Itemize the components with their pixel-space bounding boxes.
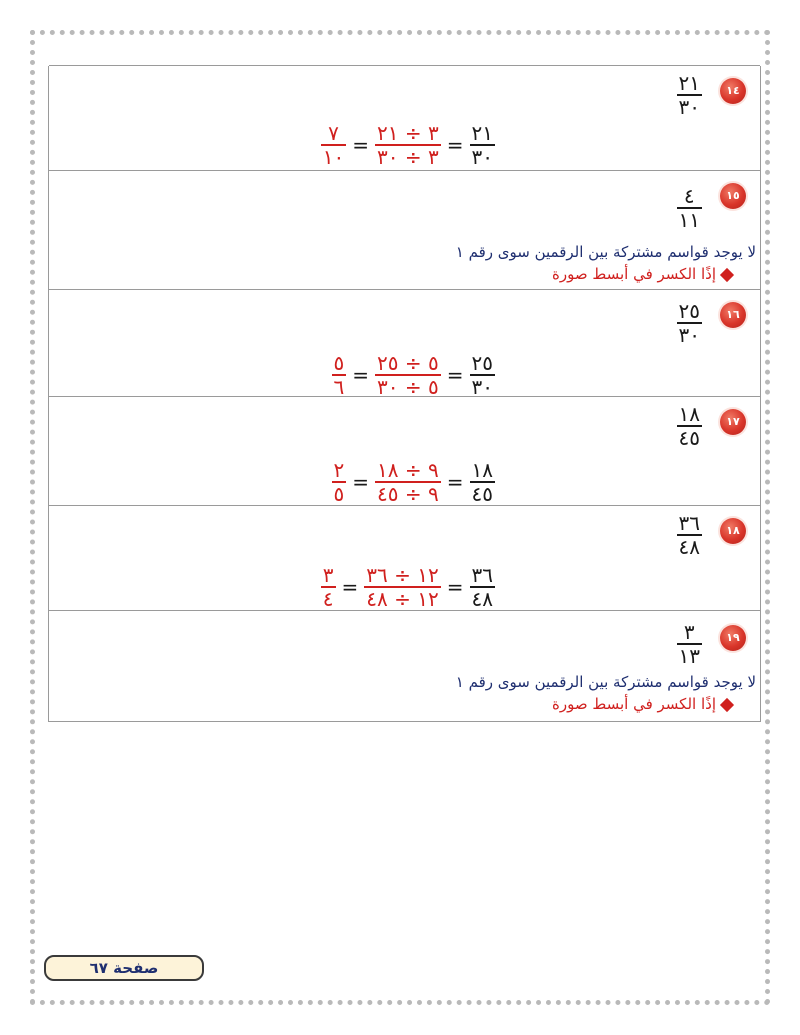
page-number-tab: صفحة ٦٧ bbox=[44, 955, 204, 981]
division-numerator: ٩ ÷ ١٨ bbox=[377, 458, 439, 482]
given-numerator: ٤ bbox=[683, 184, 695, 208]
conclusion-text: إذًا الكسر في أبسط صورة bbox=[552, 695, 716, 713]
problem-number-badge: ١٧ bbox=[720, 409, 746, 435]
result-fraction bbox=[332, 459, 347, 505]
problem-number-badge: ١٨ bbox=[720, 518, 746, 544]
given-fraction bbox=[677, 300, 702, 346]
equals-sign: = bbox=[352, 363, 370, 387]
equals-sign: = bbox=[341, 575, 359, 599]
original-fraction bbox=[470, 352, 495, 398]
problem-18 bbox=[49, 505, 760, 611]
equals-sign: = bbox=[446, 575, 464, 599]
equals-sign: = bbox=[446, 363, 464, 387]
given-fraction bbox=[677, 621, 702, 667]
problem-number-badge: ١٤ bbox=[720, 78, 746, 104]
given-denominator: ٣٠ bbox=[678, 95, 700, 119]
given-denominator: ١٣ bbox=[678, 644, 700, 668]
division-fraction bbox=[375, 459, 441, 505]
given-fraction bbox=[677, 403, 702, 449]
original-numerator: ٢٥ bbox=[471, 351, 493, 375]
division-denominator: ٣ ÷ ٣٠ bbox=[377, 145, 439, 169]
given-numerator: ٣٦ bbox=[678, 511, 700, 535]
result-denominator: ٦ bbox=[333, 375, 345, 399]
given-numerator: ١٨ bbox=[678, 402, 700, 426]
given-denominator: ١١ bbox=[678, 208, 700, 232]
division-fraction bbox=[375, 352, 441, 398]
conclusion-text: إذًا الكسر في أبسط صورة bbox=[552, 265, 716, 283]
diamond-bullet-icon bbox=[720, 697, 734, 711]
original-fraction bbox=[470, 122, 495, 168]
original-numerator: ٢١ bbox=[471, 121, 493, 145]
simplification-steps bbox=[332, 459, 495, 505]
problem-17 bbox=[49, 396, 760, 506]
given-denominator: ٣٠ bbox=[678, 323, 700, 347]
simplification-steps bbox=[332, 352, 495, 398]
problem-19 bbox=[49, 610, 760, 722]
original-denominator: ٣٠ bbox=[471, 145, 493, 169]
equals-sign: = bbox=[352, 470, 370, 494]
result-numerator: ٥ bbox=[333, 351, 345, 375]
no-common-factors-note: لا يوجد قواسم مشتركة بين الرقمين سوى رقم ١ bbox=[455, 673, 756, 691]
division-denominator: ٩ ÷ ٤٥ bbox=[377, 482, 439, 506]
problem-16 bbox=[49, 289, 760, 397]
division-fraction bbox=[364, 564, 440, 610]
result-fraction bbox=[321, 122, 346, 168]
given-denominator: ٤٥ bbox=[678, 426, 700, 450]
result-fraction bbox=[321, 564, 336, 610]
result-denominator: ١٠ bbox=[322, 145, 345, 169]
simplification-steps bbox=[321, 122, 495, 168]
division-numerator: ٣ ÷ ٢١ bbox=[377, 121, 439, 145]
given-fraction bbox=[677, 512, 702, 558]
original-numerator: ١٨ bbox=[471, 458, 493, 482]
equals-sign: = bbox=[446, 470, 464, 494]
conclusion-line bbox=[552, 695, 732, 713]
original-denominator: ٣٠ bbox=[471, 375, 493, 399]
given-numerator: ٢٥ bbox=[678, 299, 700, 323]
problem-14 bbox=[49, 65, 760, 171]
no-common-factors-note: لا يوجد قواسم مشتركة بين الرقمين سوى رقم ١ bbox=[455, 243, 756, 261]
original-numerator: ٣٦ bbox=[471, 563, 493, 587]
equals-sign: = bbox=[446, 133, 464, 157]
result-fraction bbox=[332, 352, 347, 398]
simplification-steps bbox=[321, 564, 495, 610]
problem-number-badge: ١٥ bbox=[720, 183, 746, 209]
given-fraction bbox=[677, 185, 702, 231]
given-denominator: ٤٨ bbox=[678, 535, 700, 559]
given-fraction bbox=[677, 72, 702, 118]
diamond-bullet-icon bbox=[720, 267, 734, 281]
result-denominator: ٤ bbox=[322, 587, 334, 611]
solutions-list bbox=[48, 66, 761, 722]
original-denominator: ٤٨ bbox=[471, 587, 493, 611]
given-numerator: ٢١ bbox=[678, 71, 700, 95]
division-denominator: ٥ ÷ ٣٠ bbox=[377, 375, 439, 399]
conclusion-line bbox=[552, 265, 732, 283]
division-fraction bbox=[375, 122, 441, 168]
division-numerator: ١٢ ÷ ٣٦ bbox=[366, 563, 439, 587]
division-denominator: ١٢ ÷ ٤٨ bbox=[366, 587, 439, 611]
problem-number-badge: ١٩ bbox=[720, 625, 746, 651]
result-denominator: ٥ bbox=[333, 482, 345, 506]
problem-number-badge: ١٦ bbox=[720, 302, 746, 328]
result-numerator: ٣ bbox=[322, 563, 334, 587]
division-numerator: ٥ ÷ ٢٥ bbox=[377, 351, 439, 375]
given-numerator: ٣ bbox=[683, 620, 695, 644]
result-numerator: ٢ bbox=[333, 458, 345, 482]
original-fraction bbox=[470, 564, 495, 610]
original-fraction bbox=[470, 459, 495, 505]
equals-sign: = bbox=[352, 133, 370, 157]
original-denominator: ٤٥ bbox=[471, 482, 493, 506]
problem-15 bbox=[49, 170, 760, 290]
result-numerator: ٧ bbox=[328, 121, 339, 145]
